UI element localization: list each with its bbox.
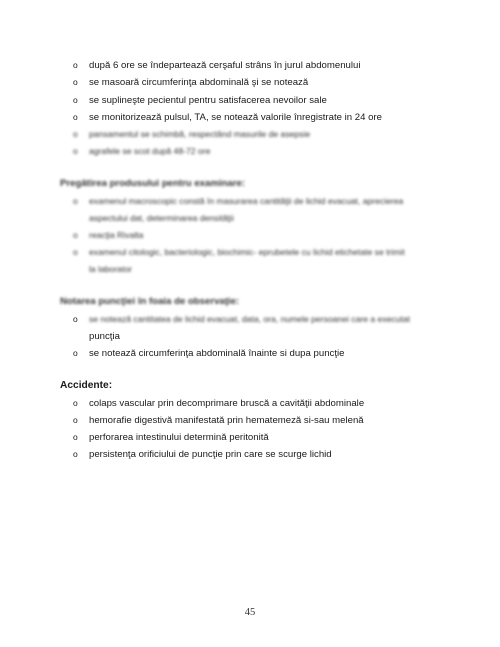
bullet-marker: o xyxy=(73,398,78,408)
bullet-marker: o xyxy=(73,196,78,206)
bullet-marker: o xyxy=(73,60,78,70)
list-item-text: examenul macroscopic constă în masurarea cantităţii de lichid evacuat, aprecierea xyxy=(89,196,404,206)
bullet-marker: o xyxy=(73,95,78,105)
bullet-marker: o xyxy=(73,314,78,324)
list-item-text: se monitorizează pulsul, TA, se notează valorile înregistrate in 24 ore xyxy=(89,112,382,123)
page-number: 45 xyxy=(244,607,256,618)
list-item-text: colaps vascular prin decomprimare bruscă a cavităţii abdominale xyxy=(89,398,365,409)
list-item-text: se notează cantitatea de lichid evacuat, data, ora, numele persoanei care a executat xyxy=(89,314,411,324)
list-item-text: agrafele se scot după 48-72 ore xyxy=(89,146,211,156)
section-heading: Pregătirea produsului pentru examinare: xyxy=(60,178,245,189)
list-item-text: se masoară circumferinţa abdominală şi se notează xyxy=(89,77,309,88)
bullet-marker: o xyxy=(73,247,78,257)
section-heading: Notarea puncţiei în foaia de observaţie: xyxy=(60,296,240,307)
list-item-text: se suplineşte pecientul pentru satisfacerea nevoilor sale xyxy=(89,95,327,106)
bullet-marker: o xyxy=(73,415,78,425)
list-item-text: se notează circumferinţa abdominală înainte si dupa puncţie xyxy=(89,348,345,359)
bullet-marker: o xyxy=(73,146,78,156)
list-item-text: hemorafie digestivă manifestată prin hematemeză si-sau melenă xyxy=(89,415,364,426)
list-item-text: pansamentul se schimbă, respectând masurile de asepsie xyxy=(89,129,311,139)
bullet-marker: o xyxy=(73,77,78,87)
section-heading: Accidente: xyxy=(60,380,113,391)
list-item-text: puncţia xyxy=(89,331,120,342)
bullet-marker: o xyxy=(73,432,78,442)
list-item-text: examenul citologic, bacteriologic, biochimic- eprubetele cu lichid etichetate se trimit xyxy=(89,247,405,257)
bullet-marker: o xyxy=(73,129,78,139)
list-item-text: aspectului dat, determinarea densităţii xyxy=(89,213,234,223)
list-item-text: perforarea intestinului determină peritonită xyxy=(89,432,269,443)
bullet-marker: o xyxy=(73,112,78,122)
bullet-marker: o xyxy=(73,348,78,358)
bullet-marker: o xyxy=(73,230,78,240)
list-item-text: reacţia Rivalta xyxy=(89,230,144,240)
bullet-marker: o xyxy=(73,449,78,459)
list-item-text: persistenţa orificiului de puncţie prin care se scurge lichid xyxy=(89,449,332,460)
list-item-text: după 6 ore se îndepartează cerşaful strâns în jurul abdomenului xyxy=(89,60,361,71)
list-item-text: la laborator xyxy=(89,264,132,274)
